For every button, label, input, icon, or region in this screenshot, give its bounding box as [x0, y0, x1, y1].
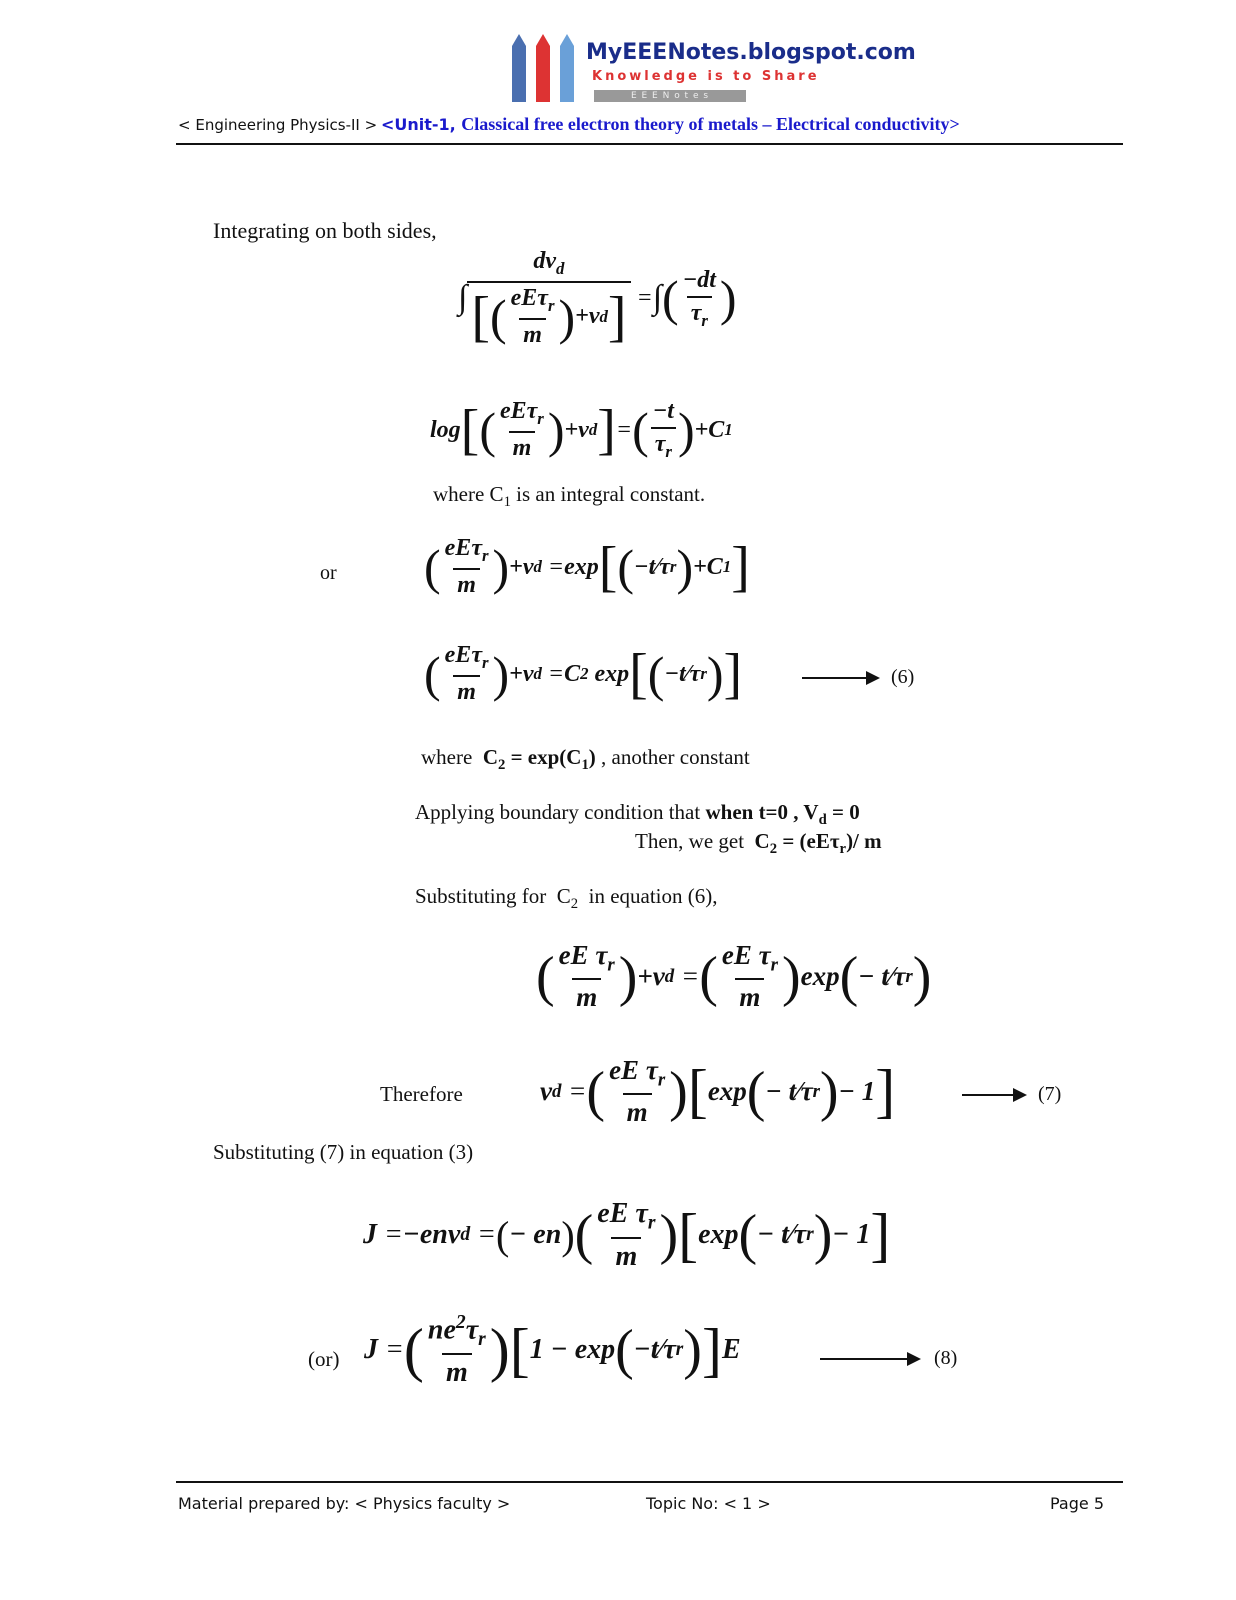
arrow-icon [802, 677, 877, 679]
logo [508, 32, 580, 104]
then-mid: = (eEτ [777, 829, 840, 853]
const-note-b: is an integral constant. [510, 482, 706, 506]
boundary-sub: d [818, 812, 827, 829]
c2-tail: , another constant [601, 745, 750, 769]
c2-sub2: 1 [581, 757, 589, 774]
equation-8: J = ( $ne^2\tau_r$ m ) [ 1 − exp ( −t⁄τ r ) ] E [364, 1312, 741, 1388]
c2-end: ) [588, 745, 596, 769]
c2-sub: 2 [497, 757, 506, 774]
c2-definition [421, 745, 750, 774]
eq8-tag [814, 1347, 957, 1370]
c2-where: where [421, 745, 473, 769]
boundary-bold: when t=0 , V [705, 800, 819, 824]
header-rule [176, 143, 1123, 145]
or-paren-label: (or) [308, 1347, 340, 1371]
or-label: or [320, 562, 337, 584]
then-line [635, 829, 882, 858]
subtag: E E E N o t e s [594, 90, 746, 102]
site-name: MyEEENotes.blogspot.com [586, 40, 916, 65]
tagline: Knowledge is to Share [592, 69, 820, 84]
subst-text: Substituting for [415, 884, 547, 908]
subst-c-sub: 2 [570, 896, 579, 913]
arrow-icon [820, 1358, 918, 1360]
equation-integral: ∫ $dv_d$ [ ( eEτ$_r$ m ) +v d ] = ∫ ( −dt $\tau_r$ ) [458, 248, 737, 348]
boundary-end: = 0 [826, 800, 860, 824]
footer-page: Page 5 [1050, 1494, 1104, 1513]
const-note-sub: 1 [503, 494, 511, 511]
therefore-label: Therefore [380, 1082, 463, 1106]
boundary-text: Applying boundary condition that [415, 800, 701, 824]
equation-substituted: ( eE $\tau_r$ m ) +v d = ( eE $\tau_r$ m ) exp ( − t⁄τ r ) [536, 940, 932, 1013]
subst-rest: in equation (6), [588, 884, 718, 908]
boundary-condition [415, 800, 860, 829]
then-sub2: r [839, 841, 847, 858]
footer-prepared: Material prepared by: < Physics faculty > [178, 1494, 511, 1513]
eq6-tag [796, 666, 914, 689]
eq7-tag [956, 1083, 1061, 1106]
then-end: )/ m [846, 829, 882, 853]
pencils-icon [508, 32, 580, 104]
equation-log: log [ ( eEτ$_r$ m ) +v d ] = ( −t $\tau_r$ ) +C 1 [430, 398, 733, 461]
eq6-label: (6) [891, 666, 915, 688]
eq8-label: (8) [934, 1347, 958, 1369]
breadcrumb [178, 114, 960, 135]
subst-line [415, 884, 718, 913]
equation-exp-c1: ( eEτ$_r$ m ) +v d = exp [ ( −t⁄τ r ) +C 1 ] [424, 535, 750, 598]
arrow-icon [962, 1094, 1024, 1096]
subst7-text: Substituting (7) in equation (3) [213, 1140, 474, 1164]
c2-c: C [482, 745, 498, 769]
footer-topic: Topic No: < 1 > [646, 1494, 771, 1513]
equation-7: v d = ( eE $\tau_r$ m ) [ exp ( − t⁄τ r ) − 1 ] [540, 1055, 896, 1128]
intro-text: Integrating on both sides, [213, 218, 437, 243]
subst-c: C [556, 884, 571, 908]
equation-current-density: J = −env d = ( − en ) ( eE $\tau_r$ m ) [ exp ( − t⁄τ r ) − 1 ] [363, 1198, 891, 1272]
unit-prefix: <Unit-1, [380, 115, 462, 134]
const-note-a: where C [433, 482, 504, 506]
then-text: Then, we get [635, 829, 745, 853]
then-sub: 2 [769, 841, 778, 858]
unit-title: Classical free electron theory of metals – Electrical conductivity> [461, 114, 960, 134]
course-label: < Engineering Physics-II > [178, 116, 378, 134]
const-note [433, 482, 705, 511]
footer-rule [176, 1481, 1123, 1483]
then-c: C [754, 829, 770, 853]
eq7-label: (7) [1038, 1083, 1062, 1105]
equation-6: ( eEτ$_r$ m ) +v d = C 2 exp [ ( −t⁄τ r ) ] [424, 642, 743, 705]
c2-mid: = exp(C [505, 745, 582, 769]
